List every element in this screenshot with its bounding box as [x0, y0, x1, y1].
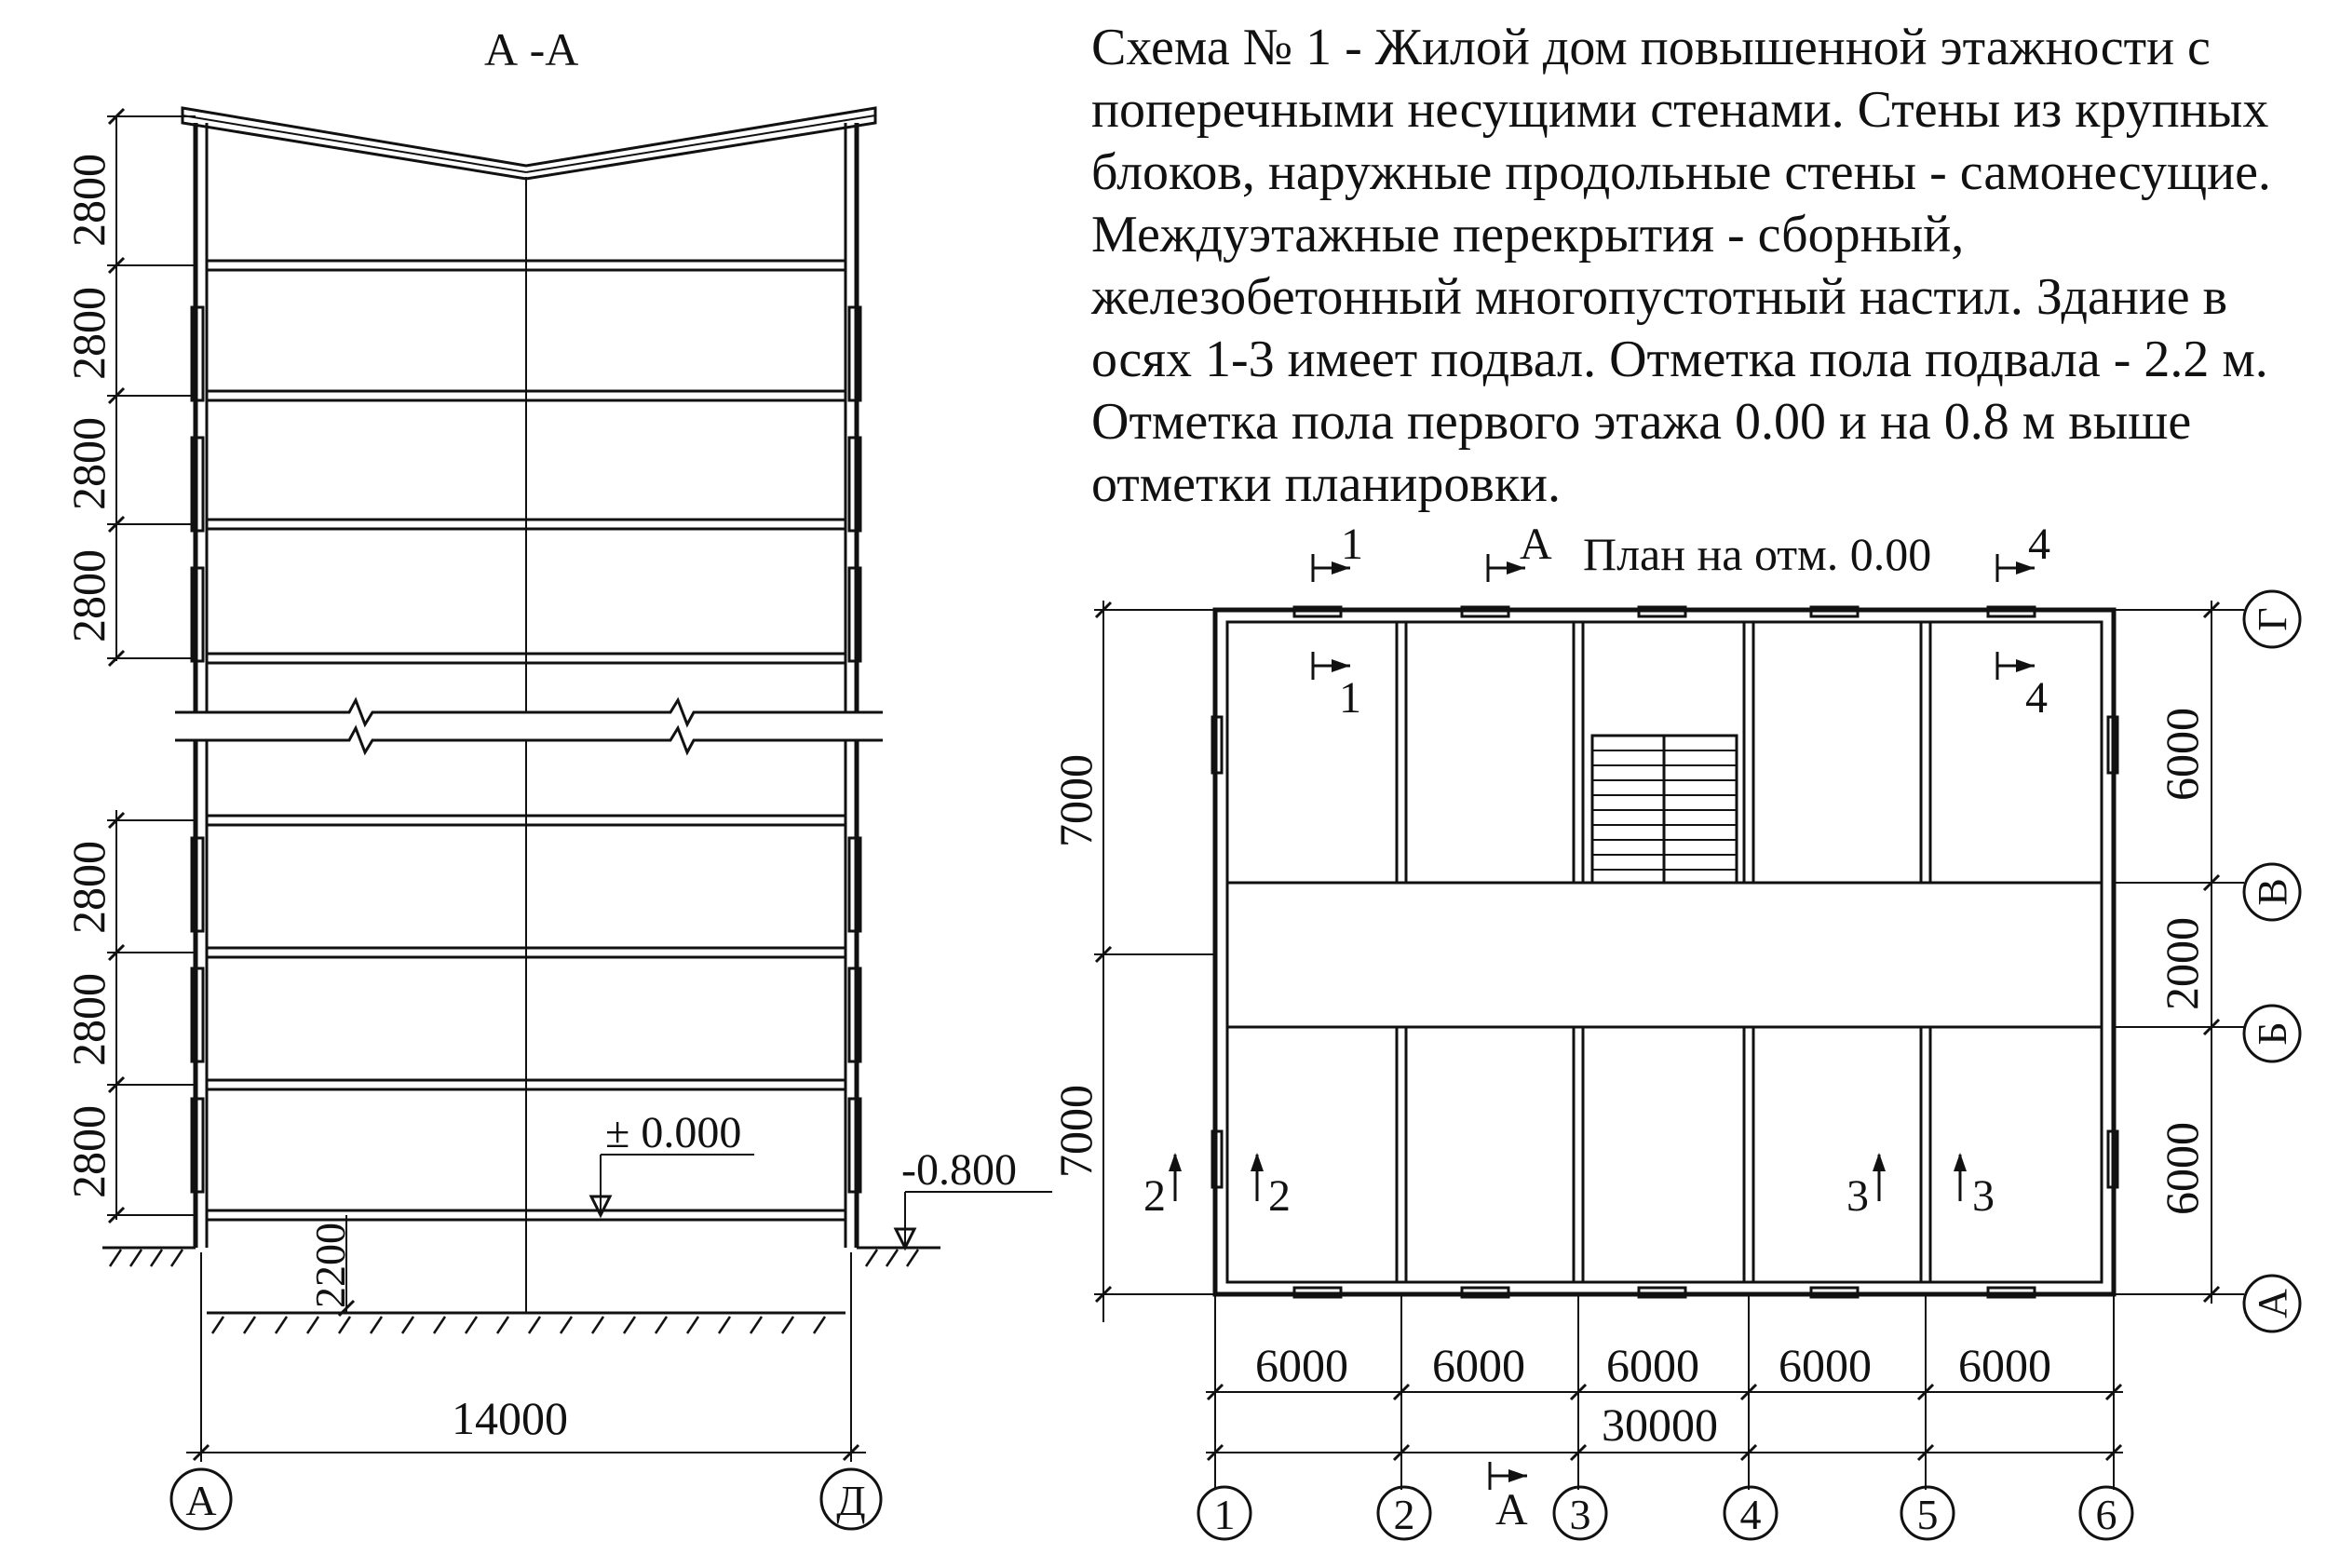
floor-height-label: 2800 [62, 1105, 115, 1198]
section-cut-label: 3 [1846, 1171, 1869, 1221]
row-axis-markers [2244, 591, 2300, 1331]
ground-level-label: -0.800 [901, 1145, 1017, 1195]
row-axis-label: А [2250, 1289, 2295, 1318]
section-cut-label: А [1495, 1485, 1528, 1534]
plan-bottom-dim-label: 6000 [1606, 1339, 1699, 1391]
plan-total-dim-label: 30000 [1602, 1399, 1718, 1451]
section-cut-label: 3 [1972, 1171, 1995, 1221]
column-axis-label: 4 [1739, 1491, 1762, 1538]
plan-right-dim-label: 2000 [2156, 917, 2208, 1010]
staircase [1592, 736, 1737, 883]
description-line: осях 1-3 имеет подвал. Отметка пола подвала - 2.2 м. [1091, 331, 2268, 388]
row-axis-label: Б [2250, 1021, 2295, 1046]
section-width-label: 14000 [452, 1392, 568, 1444]
axis-label: А [185, 1477, 217, 1524]
basement-height-label: 2200 [306, 1223, 354, 1308]
row-axis-label: Г [2250, 607, 2295, 631]
plan-bottom-dim-label: 6000 [1255, 1339, 1348, 1391]
description-line: Отметка пола первого этажа 0.00 и на 0.8 м выше [1091, 393, 2192, 451]
section-cut-a-bottom [1490, 1462, 1528, 1534]
column-axis-label: 3 [1569, 1491, 1591, 1538]
floor-plan [1049, 520, 2300, 1539]
plan-title: План на отм. 0.00 [1583, 528, 1932, 580]
section-cut-label: 2 [1143, 1171, 1166, 1221]
section-a-a [62, 23, 1052, 1529]
description-line: железобетонный многопустотный настил. Здание в [1091, 268, 2228, 326]
plan-bottom-dim-label: 6000 [1779, 1339, 1872, 1391]
floor-height-labels [62, 154, 115, 1198]
description-line: поперечными несущими стенами. Стены из крупных [1091, 81, 2269, 139]
floor-height-label: 2800 [62, 973, 115, 1066]
plan-left-dim-label: 7000 [1049, 1085, 1102, 1178]
plan-right-dimensions [2114, 601, 2244, 1304]
axis-marker-d [821, 1469, 881, 1529]
floor-height-label: 2800 [62, 154, 115, 247]
description-line: отметки планировки. [1091, 455, 1561, 513]
floor-level-label: ± 0.000 [605, 1108, 742, 1157]
ground-hatching [110, 1250, 918, 1333]
plan-bottom-dim-label: 6000 [1958, 1339, 2051, 1391]
axis-label: Д [836, 1477, 866, 1524]
plan-bottom-dimensions [1206, 1294, 2123, 1462]
description-line: блоков, наружные продольные стены - самонесущие. [1091, 143, 2271, 201]
scheme-description [1091, 17, 2320, 516]
section-cut-label: 1 [1339, 673, 1361, 723]
section-cut-label: 4 [2025, 673, 2048, 723]
floor-height-label: 2800 [62, 417, 115, 510]
column-axis-label: 5 [1916, 1491, 1939, 1538]
section-cut-label: 2 [1268, 1171, 1291, 1221]
section-cut-label: 1 [1341, 520, 1363, 569]
description-line: Схема № 1 - Жилой дом повышенной этажности с [1091, 19, 2211, 76]
section-cut-a-top [1488, 520, 1552, 582]
plan-bottom-dim-label: 6000 [1432, 1339, 1525, 1391]
floor-height-label: 2800 [62, 549, 115, 642]
row-axis-label: В [2250, 878, 2295, 906]
basement [102, 1215, 940, 1316]
section-cut-label: А [1520, 520, 1552, 569]
floor-dimension-chain [107, 109, 196, 1223]
plan-right-dim-label: 6000 [2156, 708, 2208, 801]
floor-height-label: 2800 [62, 841, 115, 934]
section-title: А -А [484, 23, 579, 75]
break-line [175, 700, 883, 752]
column-axis-label: 2 [1393, 1491, 1415, 1538]
ground-level-mark [896, 1145, 1052, 1248]
description-line: Междуэтажные перекрытия - сборный, [1091, 206, 1965, 264]
floor-level-mark [591, 1108, 754, 1215]
section-cut-label: 4 [2028, 520, 2050, 569]
axis-marker-a [171, 1469, 231, 1529]
column-axis-label: 1 [1213, 1491, 1236, 1538]
corridor [1227, 883, 2102, 1027]
floor-height-label: 2800 [62, 287, 115, 380]
plan-left-dimensions [1049, 601, 1215, 1322]
plan-left-dim-label: 7000 [1049, 754, 1102, 847]
plan-right-dim-label: 6000 [2156, 1122, 2208, 1215]
roof [183, 108, 875, 179]
column-axis-label: 6 [2095, 1491, 2117, 1538]
column-axis-markers [1198, 1453, 2132, 1539]
